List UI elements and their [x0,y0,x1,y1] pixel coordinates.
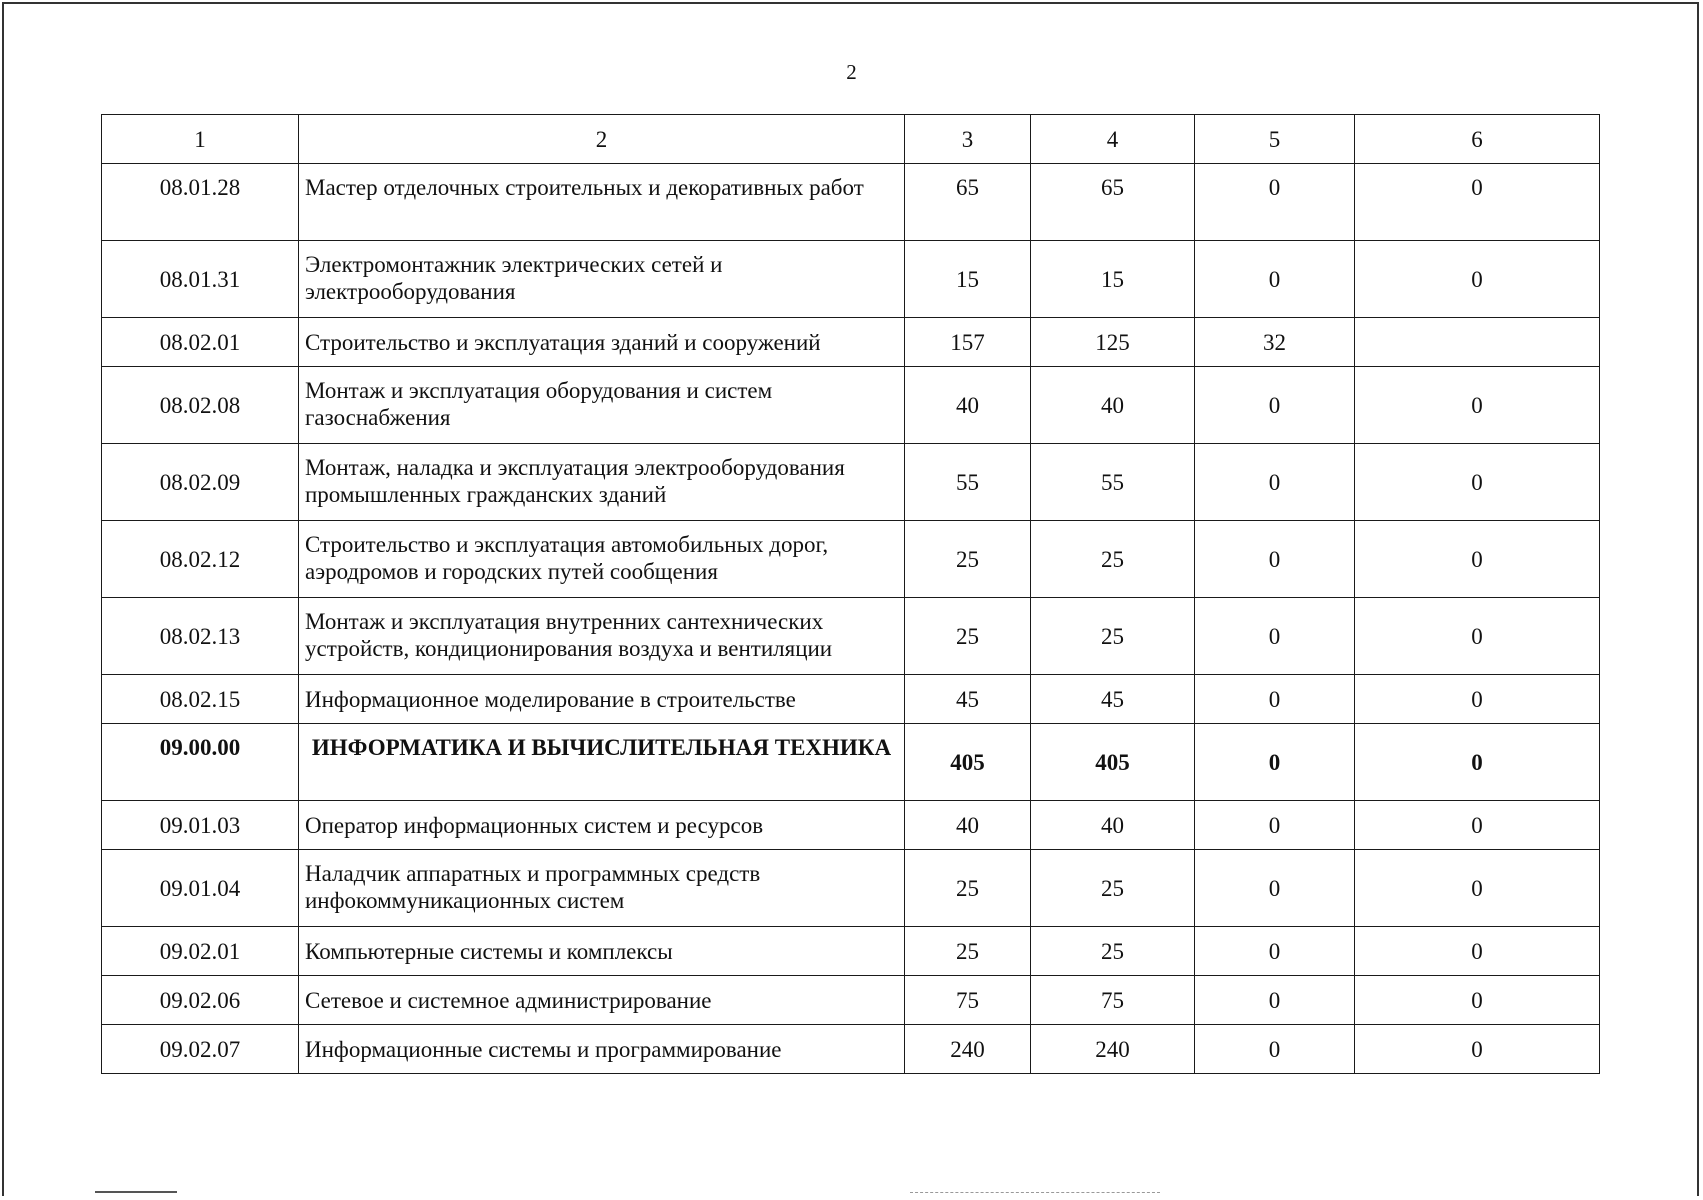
row-col4: 240 [1031,1025,1195,1074]
row-code: 08.02.15 [102,675,299,724]
row-col6: 0 [1355,927,1600,976]
header-cell-3: 3 [905,115,1031,164]
row-name: Монтаж и эксплуатация внутренних сантехнических устройств, кондиционирования воздуха и вентиляции [299,598,905,675]
row-col3: 157 [905,318,1031,367]
row-code: 08.01.31 [102,241,299,318]
row-col4: 25 [1031,850,1195,927]
row-col5: 0 [1195,241,1355,318]
row-col3: 405 [905,724,1031,801]
row-col6 [1355,318,1600,367]
table-row [102,367,1600,444]
row-col5: 0 [1195,1025,1355,1074]
row-col5: 0 [1195,521,1355,598]
row-col4: 75 [1031,976,1195,1025]
row-name: Оператор информационных систем и ресурсов [299,801,905,850]
table-row [102,675,1600,724]
row-col3: 40 [905,367,1031,444]
row-col5: 0 [1195,444,1355,521]
row-name: Информационные системы и программирование [299,1025,905,1074]
row-col5: 0 [1195,598,1355,675]
row-name: Строительство и эксплуатация автомобильных дорог, аэродромов и городских путей сообщения [299,521,905,598]
row-name: Наладчик аппаратных и программных средств инфокоммуникационных систем [299,850,905,927]
row-name: ИНФОРМАТИКА И ВЫЧИСЛИТЕЛЬНАЯ ТЕХНИКА [299,724,905,801]
table-row [102,521,1600,598]
row-col5: 0 [1195,801,1355,850]
row-code: 08.02.08 [102,367,299,444]
row-col6: 0 [1355,241,1600,318]
row-col3: 25 [905,521,1031,598]
row-col3: 240 [905,1025,1031,1074]
row-name: Монтаж, наладка и эксплуатация электрооборудования промышленных гражданских зданий [299,444,905,521]
row-name: Монтаж и эксплуатация оборудования и систем газоснабжения [299,367,905,444]
row-col3: 40 [905,801,1031,850]
row-code: 09.00.00 [102,724,299,801]
row-code: 09.01.03 [102,801,299,850]
row-col5: 0 [1195,976,1355,1025]
row-col6: 0 [1355,850,1600,927]
table-header-row [102,115,1600,164]
row-name: Компьютерные системы и комплексы [299,927,905,976]
row-col6: 0 [1355,444,1600,521]
header-cell-5: 5 [1195,115,1355,164]
row-col6: 0 [1355,164,1600,241]
row-col3: 25 [905,927,1031,976]
row-col5: 0 [1195,724,1355,801]
table-row [102,976,1600,1025]
row-name: Мастер отделочных строительных и декоративных работ [299,164,905,241]
table-row [102,164,1600,241]
row-code: 09.02.07 [102,1025,299,1074]
row-col3: 75 [905,976,1031,1025]
row-col5: 0 [1195,367,1355,444]
table-row [102,318,1600,367]
row-col6: 0 [1355,801,1600,850]
row-col5: 0 [1195,927,1355,976]
row-code: 09.02.06 [102,976,299,1025]
row-col5: 0 [1195,850,1355,927]
row-col3: 45 [905,675,1031,724]
row-col6: 0 [1355,724,1600,801]
footer-rule-left [95,1191,177,1193]
table-row [102,927,1600,976]
row-code: 08.02.09 [102,444,299,521]
row-col6: 0 [1355,675,1600,724]
row-col6: 0 [1355,367,1600,444]
row-col4: 25 [1031,598,1195,675]
row-col3: 55 [905,444,1031,521]
row-code: 08.02.12 [102,521,299,598]
table-row [102,444,1600,521]
row-code: 08.02.01 [102,318,299,367]
row-col3: 25 [905,850,1031,927]
row-col3: 25 [905,598,1031,675]
row-name: Сетевое и системное администрирование [299,976,905,1025]
row-col5: 32 [1195,318,1355,367]
header-cell-1: 1 [102,115,299,164]
footer-rule-right [910,1192,1160,1193]
row-col4: 40 [1031,801,1195,850]
row-code: 08.01.28 [102,164,299,241]
row-col5: 0 [1195,675,1355,724]
row-col5: 0 [1195,164,1355,241]
header-cell-4: 4 [1031,115,1195,164]
row-col4: 125 [1031,318,1195,367]
row-col4: 25 [1031,521,1195,598]
page-number: 2 [846,60,857,84]
row-name: Информационное моделирование в строительстве [299,675,905,724]
row-name: Электромонтажник электрических сетей и электрооборудования [299,241,905,318]
row-code: 09.01.04 [102,850,299,927]
row-col6: 0 [1355,598,1600,675]
row-col4: 45 [1031,675,1195,724]
table-row [102,1025,1600,1074]
row-col6: 0 [1355,976,1600,1025]
table-row [102,598,1600,675]
row-col4: 55 [1031,444,1195,521]
row-col4: 405 [1031,724,1195,801]
table-row [102,241,1600,318]
row-col4: 15 [1031,241,1195,318]
header-cell-2: 2 [299,115,905,164]
row-col6: 0 [1355,521,1600,598]
row-code: 09.02.01 [102,927,299,976]
row-col4: 65 [1031,164,1195,241]
row-code: 08.02.13 [102,598,299,675]
header-cell-6: 6 [1355,115,1600,164]
table-row [102,801,1600,850]
row-name: Строительство и эксплуатация зданий и сооружений [299,318,905,367]
data-table [101,114,1600,1074]
row-col4: 25 [1031,927,1195,976]
row-col3: 15 [905,241,1031,318]
row-col4: 40 [1031,367,1195,444]
row-col6: 0 [1355,1025,1600,1074]
table-row-section [102,724,1600,801]
table-row [102,850,1600,927]
row-col3: 65 [905,164,1031,241]
